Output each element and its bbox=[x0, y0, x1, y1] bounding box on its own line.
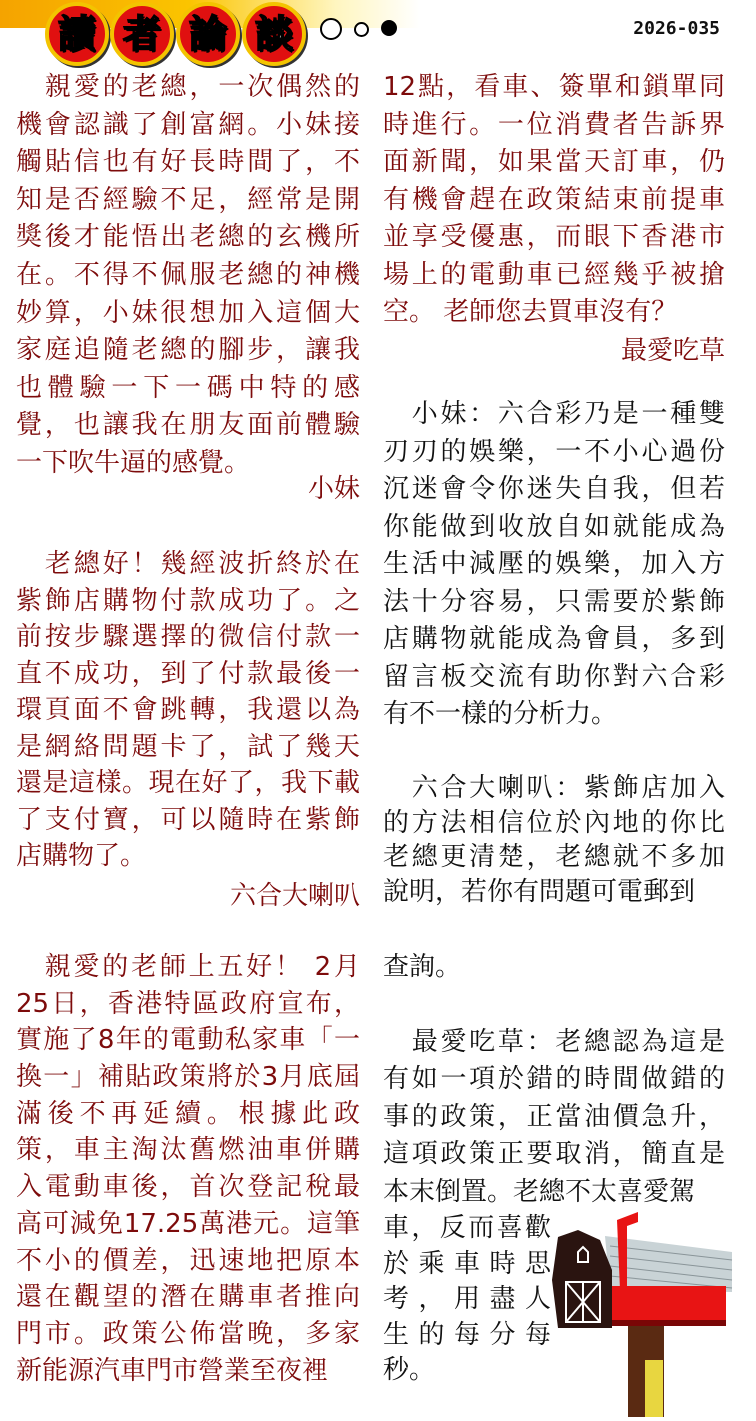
title-char: 者 bbox=[122, 12, 161, 56]
text-line: 有機會趕在政策結束前提車 bbox=[383, 184, 725, 215]
text-line: 知是否經驗不足，經常是開 bbox=[16, 184, 360, 215]
text-line: 你能做到收放自如就能成為 bbox=[383, 511, 725, 542]
text-line: 車，反而喜歡 bbox=[383, 1213, 551, 1243]
text-line: 12點，看車、簽單和鎖單同 bbox=[383, 72, 725, 102]
text-line: 覺，也讓我在朋友面前體驗 bbox=[16, 410, 360, 441]
text-line: 親愛的老總，一次偶然的 bbox=[16, 72, 360, 102]
title-char: 讀 bbox=[57, 12, 96, 56]
text-line: 沉迷會令你迷失自我，但若 bbox=[383, 474, 725, 504]
text-line: 還是這樣。現在好了，我下載 bbox=[16, 768, 360, 798]
text-line: 還在觀望的潛在購車者推向 bbox=[16, 1282, 360, 1313]
editor-reply bbox=[383, 1211, 551, 1389]
circle-large-icon bbox=[320, 18, 342, 40]
text-line: 環頁面不會跳轉，我還以為 bbox=[16, 695, 360, 725]
text-line: 直不成功，到了付款最後一 bbox=[16, 658, 360, 689]
text-line: 高可減免17.25萬港元。這筆 bbox=[16, 1208, 360, 1239]
text-line: 最愛吃草：老總認為這是 bbox=[383, 1027, 725, 1057]
reader-letter bbox=[16, 949, 360, 1389]
text-line: 法十分容易，只需要於紫飾 bbox=[383, 586, 725, 617]
text-line: 小妹 bbox=[307, 474, 360, 504]
text-line: 場上的電動車已經幾乎被搶 bbox=[383, 259, 725, 290]
text-line: 時進行。一位消費者告訴界 bbox=[383, 109, 725, 140]
text-line: 實施了8年的電動私家車「一 bbox=[16, 1025, 360, 1056]
title-char: 談 bbox=[254, 12, 293, 56]
text-line: 於乘車時思 bbox=[383, 1248, 551, 1279]
text-line: 新能源汽車門市營業至夜裡 bbox=[16, 1355, 329, 1386]
issue-number: 2026-035 bbox=[633, 18, 720, 39]
text-line: 親愛的老師上五好！ 2月 bbox=[16, 952, 360, 982]
text-line: 生的每分每 bbox=[383, 1319, 551, 1350]
reader-letter bbox=[16, 69, 360, 483]
text-line: 門市。政策公佈當晚，多家 bbox=[16, 1318, 360, 1349]
text-line: 策，車主淘汰舊燃油車併購 bbox=[16, 1135, 360, 1166]
text-line: 的方法相信位於內地的你比 bbox=[383, 807, 725, 838]
text-line: 25日，香港特區政府宣布， bbox=[16, 988, 360, 1019]
text-line: 有不一樣的分析力。 bbox=[383, 699, 618, 729]
text-line: 有如一項於錯的時間做錯的 bbox=[383, 1064, 725, 1095]
text-line: 並享受優惠，而眼下香港市 bbox=[383, 222, 725, 252]
text-line: 小妹：六合彩乃是一種雙 bbox=[383, 399, 725, 429]
text-line: 空。 老師您去買車沒有？ bbox=[383, 297, 678, 327]
text-line: 家庭追隨老總的腳步，讓我 bbox=[16, 335, 360, 366]
text-line: 最愛吃草 bbox=[620, 336, 725, 366]
text-line: 也體驗一下一碼中特的感 bbox=[16, 372, 360, 403]
text-line: 生活中減壓的娛樂，加入方 bbox=[383, 549, 725, 579]
text-line: 六合大喇叭 bbox=[229, 881, 360, 911]
reader-letter bbox=[16, 546, 360, 875]
signature bbox=[16, 878, 360, 916]
editor-reply bbox=[383, 396, 725, 734]
text-line: 這項政策正要取消，簡直是 bbox=[383, 1139, 725, 1170]
text-line: 老總更清楚，老總就不多加 bbox=[383, 842, 725, 872]
editor-reply bbox=[383, 771, 725, 909]
text-line: 店購物了。 bbox=[16, 841, 147, 871]
text-line: 入電動車後，首次登記稅最 bbox=[16, 1172, 360, 1203]
text-line: 妙算，小妹很想加入這個大 bbox=[16, 297, 360, 328]
reader-letter bbox=[383, 69, 725, 332]
text-line: 六合大喇叭：紫飾店加入 bbox=[383, 773, 725, 803]
signature bbox=[16, 471, 360, 509]
text-line: 店購物就能成為會員，多到 bbox=[383, 624, 725, 654]
text-line: 獎後才能悟出老總的玄機所 bbox=[16, 222, 360, 253]
text-line: 在。不得不佩服老總的神機 bbox=[16, 259, 360, 290]
text-line: 一下吹牛逼的感覺。 bbox=[16, 447, 251, 478]
text-line: 換一」補貼政策將於3月底屆 bbox=[16, 1062, 360, 1093]
text-line: 考，用盡人 bbox=[383, 1284, 551, 1314]
text-line: 面新聞，如果當天訂車，仍 bbox=[383, 147, 725, 177]
editor-reply bbox=[383, 1024, 725, 1211]
text-line: 老總好！幾經波折終於在 bbox=[16, 549, 360, 579]
title-badge bbox=[176, 2, 240, 66]
title-badge bbox=[110, 2, 174, 66]
mailbox-icon bbox=[550, 1210, 740, 1421]
text-line: 不小的價差，迅速地把原本 bbox=[16, 1245, 360, 1276]
text-line: 滿後不再延續。根據此政 bbox=[16, 1098, 360, 1129]
title-badge bbox=[242, 2, 306, 66]
title-badge bbox=[45, 2, 109, 66]
text-line: 本末倒置。老總不太喜愛駕 bbox=[383, 1176, 696, 1207]
circle-filled-icon bbox=[381, 20, 397, 36]
text-line: 觸貼信也有好長時間了，不 bbox=[16, 147, 360, 178]
text-line: 事的政策，正當油價急升， bbox=[383, 1101, 725, 1132]
text-line: 說明，若你有問題可電郵到 bbox=[383, 876, 696, 907]
text-line: 刃刃的娛樂，一不小心過份 bbox=[383, 436, 725, 467]
title-char: 論 bbox=[188, 12, 227, 56]
text-line: 是網絡問題卡了，試了幾天 bbox=[16, 731, 360, 762]
text-line: 機會認識了創富網。小妹接 bbox=[16, 109, 360, 140]
text-line: 前按步驟選擇的微信付款一 bbox=[16, 622, 360, 652]
text-line: 紫飾店購物付款成功了。之 bbox=[16, 585, 360, 616]
text-line: 秒。 bbox=[383, 1355, 436, 1385]
circle-small-icon bbox=[354, 22, 369, 37]
editor-reply bbox=[383, 949, 725, 987]
signature bbox=[383, 333, 725, 371]
text-line: 查詢。 bbox=[383, 952, 462, 982]
text-line: 了支付寶，可以隨時在紫飾 bbox=[16, 804, 360, 835]
text-line: 留言板交流有助你對六合彩 bbox=[383, 661, 725, 692]
